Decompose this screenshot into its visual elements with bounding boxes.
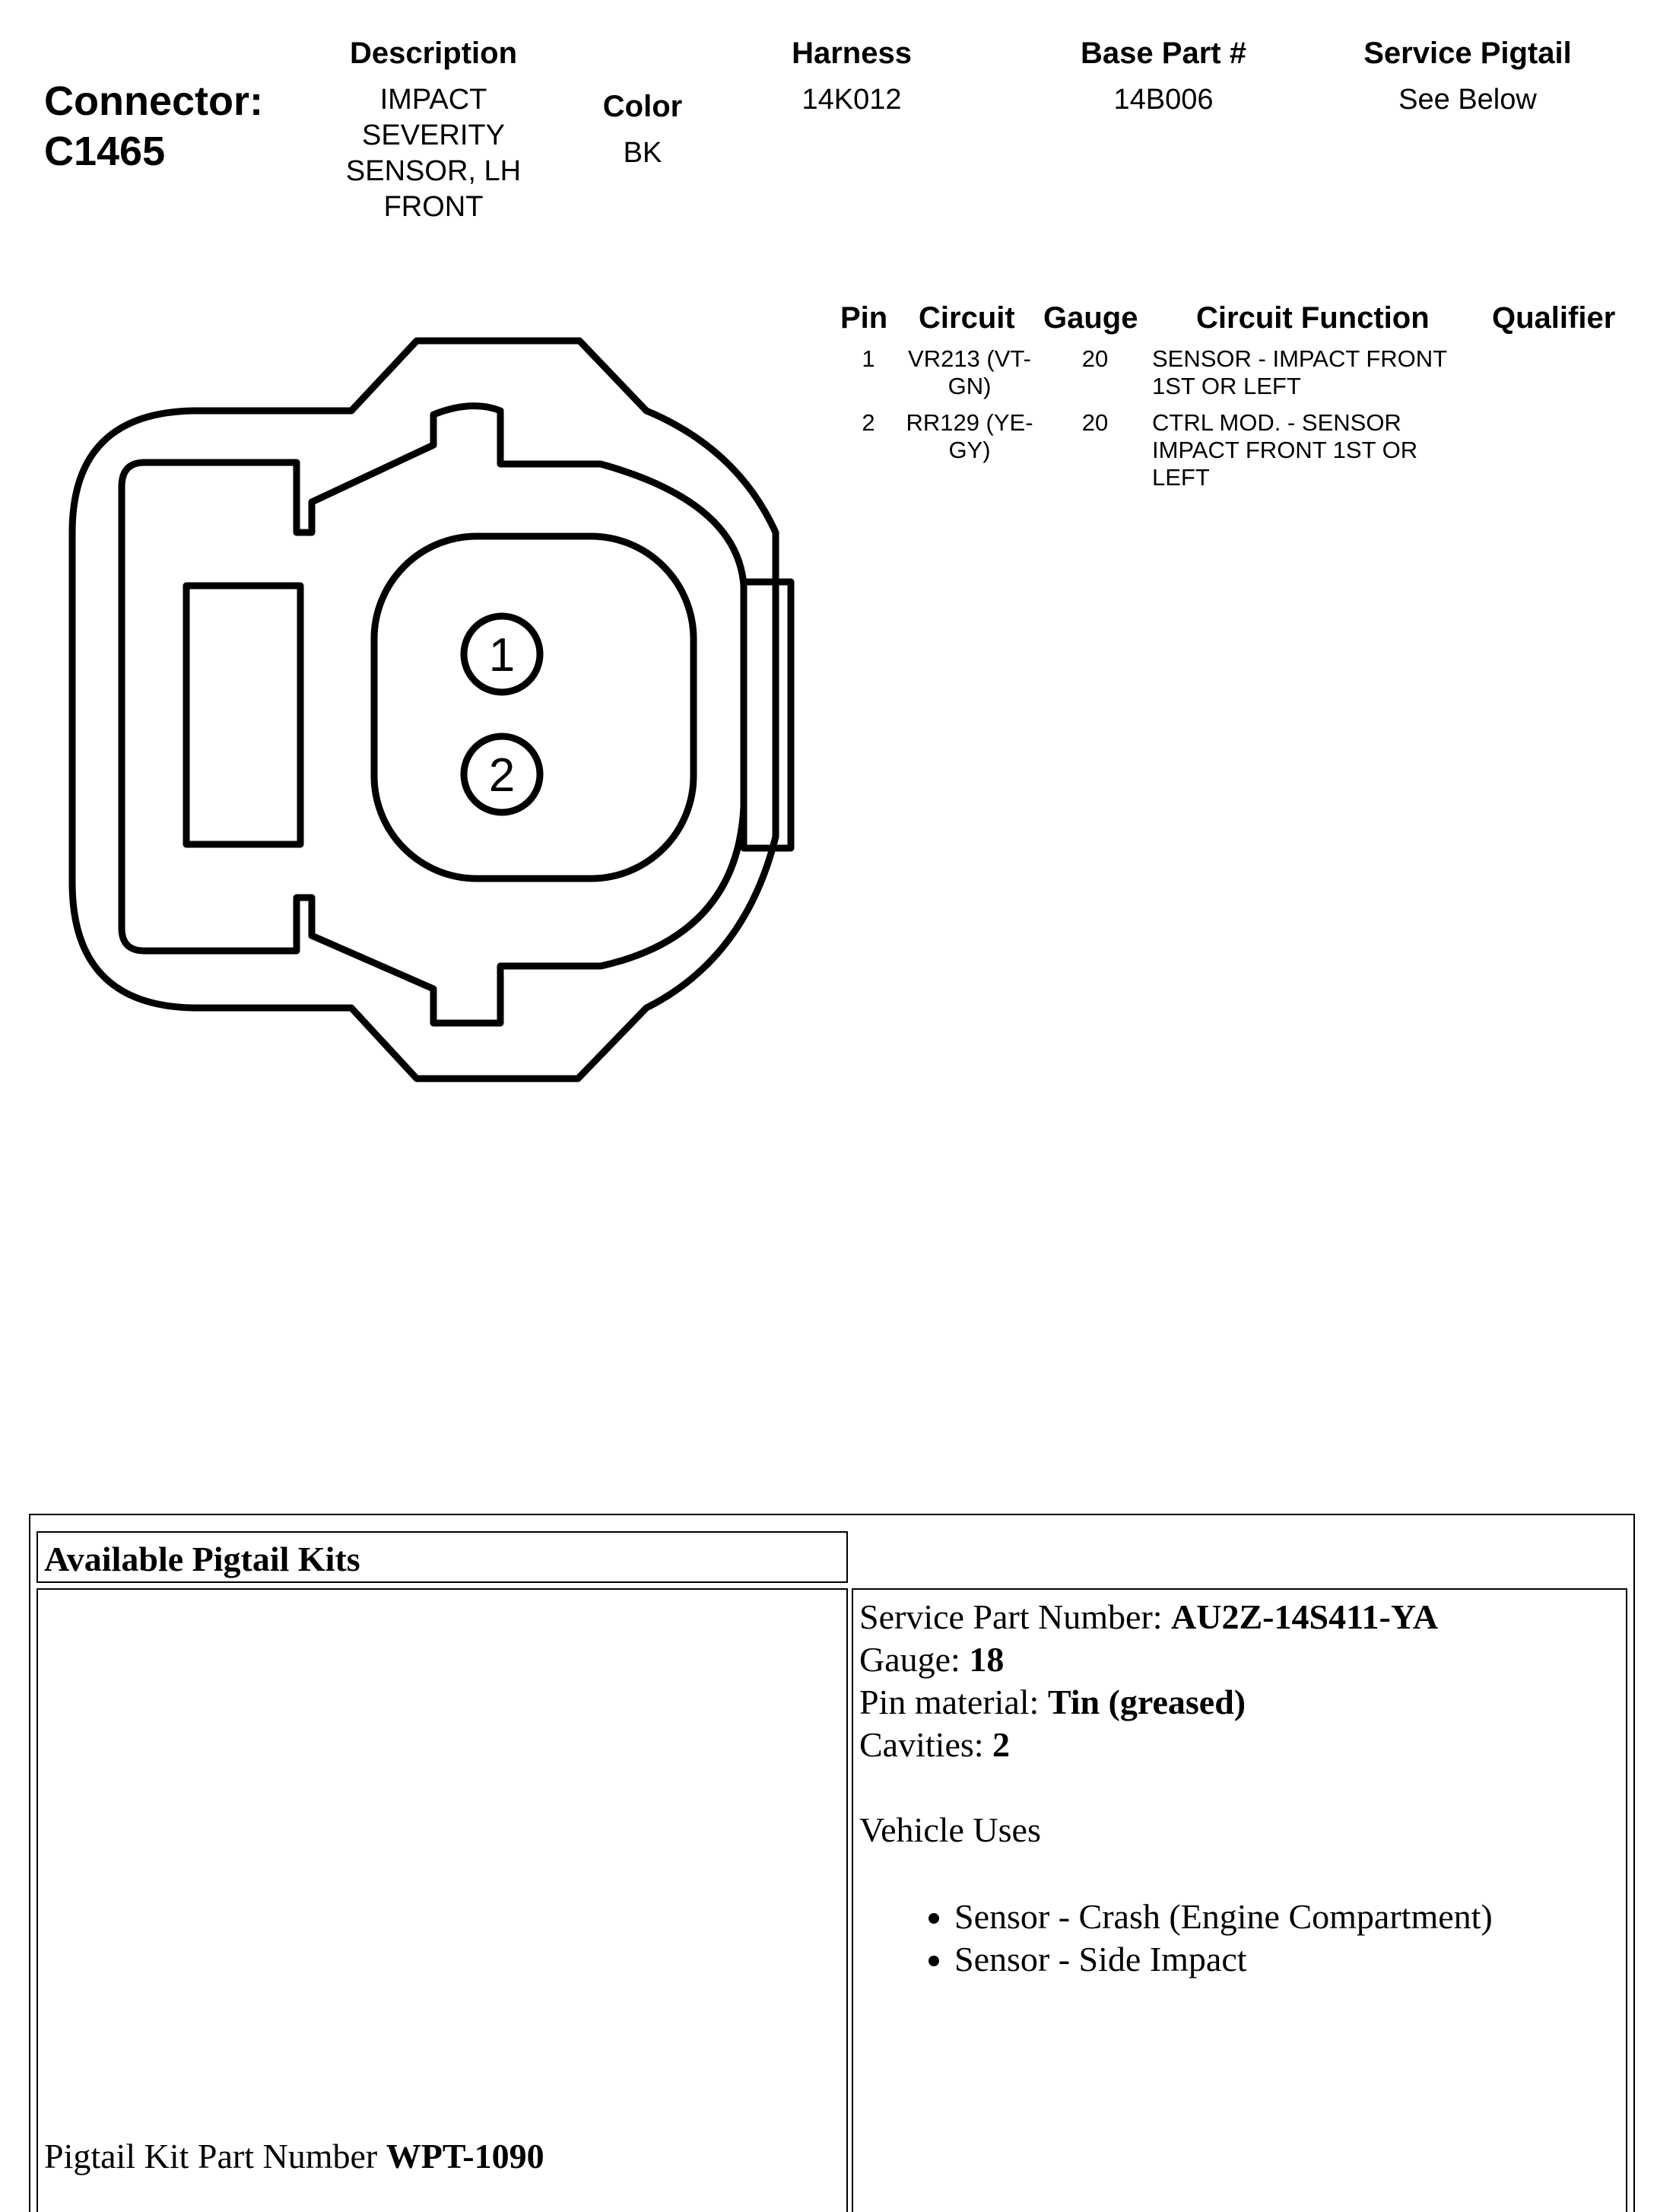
circuit-cell — [890, 409, 1049, 464]
connector-label: Connector: — [44, 78, 263, 124]
circuit-line: GY) — [948, 437, 991, 463]
description-line: SENSOR, LH — [345, 155, 522, 187]
pin-2-label: 2 — [488, 749, 516, 802]
service-part-cell — [852, 1588, 1627, 2212]
cavities-line — [859, 1724, 1493, 1766]
gauge-cell: 20 — [1081, 345, 1109, 372]
function-cell — [1152, 409, 1417, 491]
service-part-label: Service Part Number: — [859, 1597, 1172, 1636]
circuit-line: GN) — [948, 373, 992, 399]
base-part-value: 14B006 — [1113, 84, 1214, 116]
function-line: LEFT — [1152, 464, 1210, 491]
circuit-function-column-header: Circuit Function — [1196, 301, 1430, 335]
pigtail-title-cell — [37, 1531, 848, 1583]
description-line: FRONT — [383, 191, 484, 223]
gauge-cell: 20 — [1081, 409, 1109, 436]
description-header: Description — [349, 37, 518, 70]
harness-value: 14K012 — [802, 84, 902, 116]
pigtail-kit-part-number — [44, 2136, 544, 2176]
function-line: 1ST OR LEFT — [1152, 373, 1301, 399]
pin-material-value: Tin (greased) — [1047, 1683, 1246, 1721]
connector-face-diagram — [0, 0, 836, 1126]
pigtail-kit-number: WPT-1090 — [386, 2137, 544, 2175]
description-line: SEVERITY — [362, 119, 505, 151]
gauge-line — [859, 1638, 1493, 1681]
color-header: Color — [602, 90, 683, 123]
cavities-value: 2 — [992, 1725, 1011, 1764]
list-item: • Sensor - Crash (Engine Compartment) — [954, 1896, 1493, 1938]
service-pigtail-value: See Below — [1398, 84, 1537, 116]
circuit-column-header: Circuit — [919, 301, 1015, 335]
function-cell — [1152, 345, 1447, 400]
service-pigtail-header: Service Pigtail — [1363, 37, 1572, 70]
function-line: SENSOR - IMPACT FRONT — [1152, 345, 1448, 372]
connector-id: C1465 — [44, 129, 166, 174]
connector-inner-outline — [122, 406, 744, 1023]
list-item: • Sensor - Side Impact — [954, 1938, 1493, 1981]
base-part-header: Base Part # — [1081, 37, 1246, 70]
cavities-label: Cavities: — [859, 1725, 993, 1764]
pin-cavity — [374, 536, 694, 879]
gauge-value: 18 — [969, 1640, 1005, 1679]
circuit-line: RR129 (YE- — [906, 409, 1033, 436]
connector-left-cavity — [186, 586, 300, 844]
function-line: IMPACT FRONT 1ST OR — [1152, 437, 1418, 463]
color-value: BK — [623, 137, 662, 169]
vehicle-uses-label: Vehicle Uses — [859, 1810, 1041, 1849]
pigtail-kit-label: Pigtail Kit Part Number — [44, 2137, 386, 2175]
pin-material-line — [859, 1681, 1493, 1724]
harness-header: Harness — [792, 37, 912, 70]
description-line: IMPACT — [379, 84, 487, 116]
service-part-number — [859, 1596, 1493, 1638]
vehicle-uses-list — [859, 1896, 1493, 1981]
pin-material-label: Pin material: — [859, 1683, 1048, 1721]
pin-cell: 2 — [862, 409, 875, 436]
pin-column-header: Pin — [840, 301, 888, 335]
gauge-label: Gauge: — [859, 1640, 970, 1679]
pin-1-label: 1 — [488, 629, 516, 682]
pin-cell: 1 — [862, 345, 875, 372]
qualifier-column-header: Qualifier — [1492, 301, 1616, 335]
service-part-details — [859, 1596, 1493, 1981]
circuit-cell — [890, 345, 1049, 400]
function-line: CTRL MOD. - SENSOR — [1152, 409, 1401, 436]
circuit-line: VR213 (VT- — [908, 345, 1031, 372]
pigtail-kit-cell — [37, 1588, 848, 2212]
connector-locking-tab — [744, 582, 791, 848]
gauge-column-header: Gauge — [1043, 301, 1138, 335]
pigtail-title: Available Pigtail Kits — [44, 1540, 360, 1578]
service-part-value: AU2Z-14S411-YA — [1171, 1597, 1439, 1636]
